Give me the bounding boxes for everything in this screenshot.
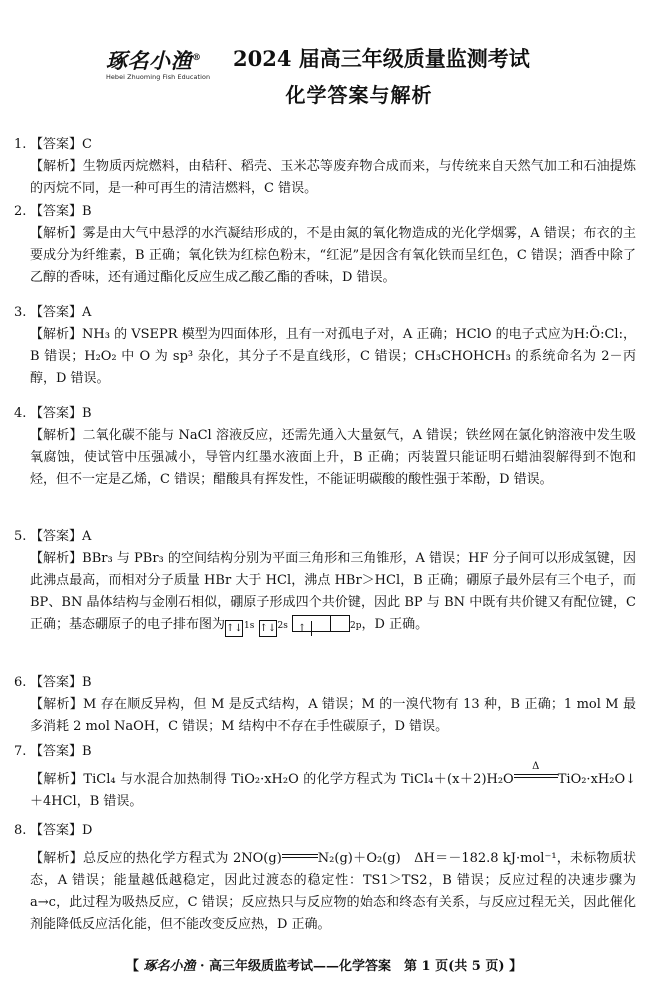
answer-value: B <box>82 675 92 690</box>
analysis-text: NH₃ 的 VSEPR 模型为四面体形，且有一对孤电子对，A 正确；HClO 的电子式应为 <box>82 327 574 342</box>
orbital-2p-label: 2p <box>350 621 362 631</box>
page-footer <box>0 956 648 978</box>
analysis-label: 【解析】 <box>30 551 83 566</box>
logo-name: 琢名小渔 <box>106 48 192 73</box>
analysis-text: TiO₂·xH₂O↓＋4HCl，B 错误。 <box>30 772 636 809</box>
analysis-label: 【解析】 <box>30 428 83 443</box>
orbital-1s-box: ↑↓ <box>225 620 243 637</box>
question-number: 6. <box>14 675 27 690</box>
answer-value: C <box>82 137 92 152</box>
exam-title: 2024 届高三年级质量监测考试 <box>233 46 530 71</box>
question-5 <box>14 526 636 637</box>
footer-bracket-left: 【 <box>125 959 139 974</box>
analysis-text: M 存在顺反异构，但 M 是反式结构，A 错误；M 的一溴代物有 13 种，B 正确；1 mol M 最多消耗 2 mol NaOH，C 错误；M 结构中不存在手性碳原子，D 错误。 <box>30 697 636 734</box>
answer-label: 【答案】 <box>30 744 83 759</box>
answer-value: B <box>82 744 92 759</box>
answer-value: A <box>82 529 92 544</box>
orbital-2s-box: ↑↓ <box>259 620 277 637</box>
logo-subtitle: Hebei Zhuoming Fish Education <box>106 73 211 81</box>
orbital-2p-box-empty <box>312 616 331 631</box>
answer-label: 【答案】 <box>30 675 83 690</box>
analysis-label: 【解析】 <box>30 226 83 241</box>
answer-value: B <box>82 406 92 421</box>
page-header <box>0 40 648 122</box>
question-number: 8. <box>14 823 27 838</box>
question-number: 4. <box>14 406 27 421</box>
analysis-label: 【解析】 <box>30 772 84 787</box>
delta-label: Δ <box>532 761 540 772</box>
question-number: 5. <box>14 529 27 544</box>
orbital-diagram <box>225 617 362 632</box>
orbital-2s-label: 2s <box>277 621 288 631</box>
question-number: 3. <box>14 305 27 320</box>
answer-label: 【答案】 <box>30 204 83 219</box>
footer-bracket-right: 】 <box>509 959 523 974</box>
analysis-text: 总反应的热化学方程式为 2NO(g) <box>82 851 282 866</box>
question-4 <box>14 403 636 491</box>
equals-bar <box>282 854 318 858</box>
analysis-text: N₂(g)＋O₂(g) ΔH＝－182.8 kJ·mol⁻¹，未标物质状态，A 错误；能量越低越稳定，因此过渡态的稳定性：TS1＞TS2，B 错误；反应过程的决速步骤为 a→c，此过程为吸热反应，C 错误；反应热只与反应物的始态和终态有关系，与反应过程无关，因此催化剂能降低反应活化能，但不能改变反应热，D 正确。 <box>30 851 636 932</box>
brand-logo <box>106 46 232 82</box>
electron-formula-hclo: H:Ö:Cl: <box>573 327 623 342</box>
answer-value: B <box>82 204 92 219</box>
answer-value: D <box>82 823 93 838</box>
analysis-label: 【解析】 <box>30 697 83 712</box>
question-8 <box>14 820 636 936</box>
orbital-2p-box: ↑ <box>293 621 312 636</box>
answer-label: 【答案】 <box>30 529 83 544</box>
analysis-text: 雾是由大气中悬浮的水汽凝结形成的，不是由氮的氧化物造成的光化学烟雾，A 错误；布衣的主要成分为纤维素，B 正确；氧化铁为红棕色粉末，“红泥”是因含有氧化铁而呈红色，C 错误；酒香中除了乙醇的香味，还有通过酯化反应生成乙酸乙酯的香味，D 错误。 <box>30 226 636 285</box>
footer-text: · 高三年级质监考试——化学答案 第 1 页(共 5 页) <box>199 959 505 974</box>
question-6 <box>14 672 636 738</box>
footer-logo: 琢名小渔 <box>143 959 196 974</box>
answer-label: 【答案】 <box>30 406 83 421</box>
analysis-label: 【解析】 <box>30 851 83 866</box>
reaction-arrow <box>514 761 558 783</box>
question-7 <box>14 741 636 813</box>
question-3 <box>14 302 636 390</box>
orbital-1s-label: 1s <box>244 621 255 631</box>
analysis-text: BBr₃ 与 PBr₃ 的空间结构分别为平面三角形和三角锥形，A 错误；HF 分子间可以形成氢键，因此沸点最高，而相对分子质量 HBr 大于 HCl，沸点 HBr＞HCl，B 正确；硼原子最外层有三个电子，而 BP、BN 晶体结构与金刚石相似，硼原子形成四个共价键，因此 BP 与 BN 中既有共价键又有配位键，C 正确；基态硼原子的电子排布图为 <box>30 551 636 632</box>
orbital-2p-box-empty <box>331 616 349 631</box>
logo-registered-mark: ® <box>192 53 202 63</box>
analysis-label: 【解析】 <box>30 327 83 342</box>
question-1 <box>14 134 636 200</box>
question-number: 7. <box>14 744 27 759</box>
analysis-label: 【解析】 <box>30 159 83 174</box>
answer-label: 【答案】 <box>30 137 83 152</box>
answer-label: 【答案】 <box>30 823 83 838</box>
orbital-2p-boxes <box>292 615 350 632</box>
question-2 <box>14 201 636 289</box>
document-title: 化学答案与解析 <box>285 83 433 107</box>
question-number: 1. <box>14 137 27 152</box>
analysis-text: TiCl₄ 与水混合加热制得 TiO₂·xH₂O 的化学方程式为 TiCl₄＋(x＋2)H₂O <box>83 772 514 787</box>
answer-value: A <box>82 305 92 320</box>
heating-condition <box>514 761 558 787</box>
analysis-text: 生物质丙烷燃料，由秸秆、稻壳、玉米芯等废弃物合成而来，与传统来自天然气加工和石油提炼的丙烷不同，是一种可再生的清洁燃料，C 错误。 <box>30 159 636 196</box>
equals-bar <box>514 774 558 778</box>
question-number: 2. <box>14 204 27 219</box>
analysis-text: ，B 错误；H₂O₂ 中 O 为 sp³ 杂化，其分子不是直线形，C 错误；CH₃CHOHCH₃ 的系统命名为 2－丙醇，D 错误。 <box>30 327 636 386</box>
answer-label: 【答案】 <box>30 305 83 320</box>
analysis-text: 二氧化碳不能与 NaCl 溶液反应，还需先通入大量氨气，A 错误；铁丝网在氯化钠溶液中发生吸氧腐蚀，使试管中压强减小，导管内红墨水液面上升，B 正确；丙装置只能证明石蜡油裂解得到不饱和烃，但不一定是乙烯，C 错误；醋酸具有挥发性，不能证明碳酸的酸性强于苯酚，D 错误。 <box>30 428 636 487</box>
analysis-text: ，D 正确。 <box>361 617 429 632</box>
